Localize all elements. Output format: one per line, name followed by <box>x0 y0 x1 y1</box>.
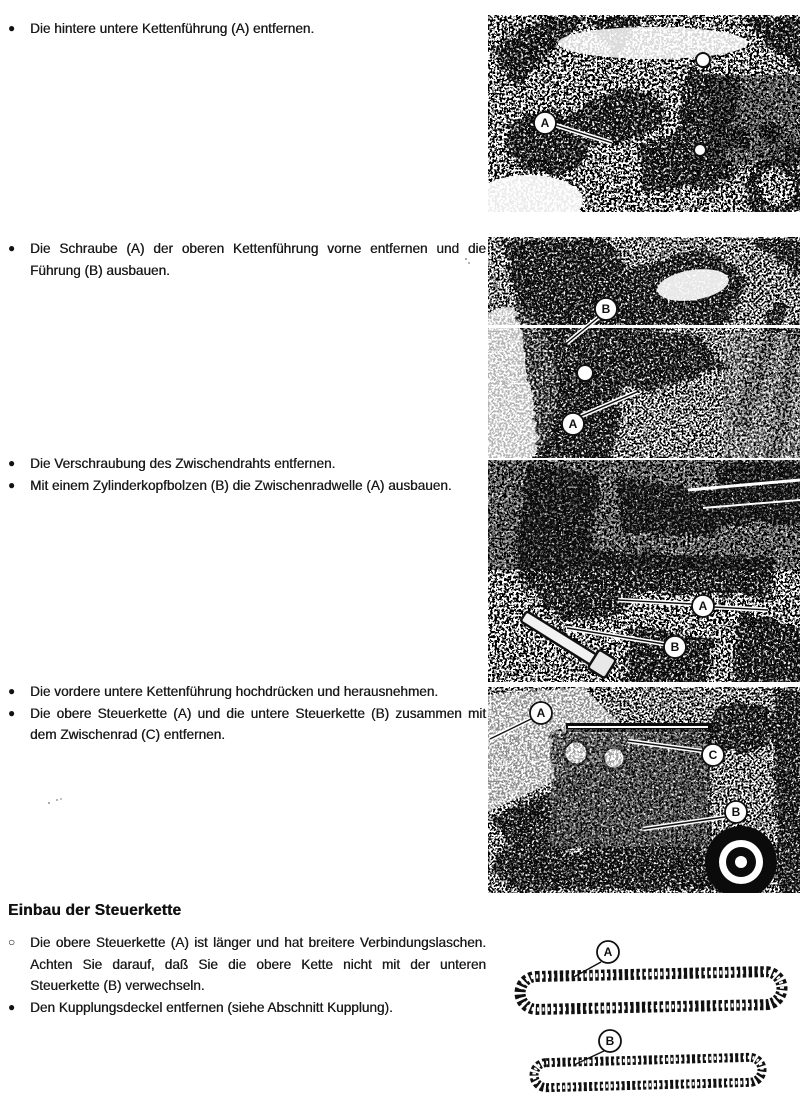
bullet-item <box>8 703 488 746</box>
scan-artifact <box>465 258 467 260</box>
engine-photo <box>488 237 800 458</box>
bullet-text: Die Schraube (A) der oberen Kettenführung vorne entfernen und die Führung (B) ausbauen. <box>30 241 486 278</box>
figure-upper-chain-guide <box>488 237 800 458</box>
bullet-text: Den Kupplungsdeckel entfernen (siehe Abschnitt Kupplung). <box>30 999 393 1015</box>
bullet-text: Die obere Steuerkette (A) und die untere Steuerkette (B) zusammen mit dem Zwischenrad (C) entfernen. <box>30 705 486 742</box>
section-heading-block <box>8 902 488 920</box>
scan-artifact <box>48 802 50 804</box>
svg-text:A: A <box>540 116 550 130</box>
figure-timing-chains-idler <box>488 687 800 893</box>
bullet-marker: ○ <box>8 935 16 949</box>
bullet-text: Die hintere untere Kettenführung (A) entfernen. <box>30 21 315 36</box>
figure-idler-shaft-removal <box>488 460 800 682</box>
svg-text:A: A <box>536 706 546 720</box>
svg-text:B: B <box>670 640 680 654</box>
chain-upper <box>520 941 783 1010</box>
step-remove-chains <box>8 681 488 746</box>
bullet-text: Die vordere untere Kettenführung hochdrücken und herausnehmen. <box>30 684 439 699</box>
svg-text:B: B <box>605 1034 615 1048</box>
step-remove-rear-lower-guide <box>8 18 488 40</box>
bullet-item <box>8 932 488 997</box>
bullet-item <box>8 997 488 1019</box>
svg-text:A: A <box>698 599 708 613</box>
bullet-marker: ● <box>8 705 16 720</box>
bullet-item <box>8 238 488 281</box>
engine-photo <box>488 460 800 682</box>
step-remove-upper-guide-screw <box>8 238 488 281</box>
svg-text:A: A <box>568 417 578 431</box>
svg-text:A: A <box>603 945 613 959</box>
bullet-text: Mit einem Zylinderkopfbolzen (B) die Zwischenradwelle (A) ausbauen. <box>30 477 452 493</box>
engine-photo <box>488 15 800 212</box>
bullet-item <box>8 475 488 497</box>
chain-lower <box>534 1030 763 1088</box>
svg-text:B: B <box>731 805 741 819</box>
figure-chain-comparison <box>488 935 800 1094</box>
step-remove-idler-shaft <box>8 453 488 496</box>
bullet-text: Die obere Steuerkette (A) ist länger und hat breitere Verbindungslaschen. Achten Sie darauf, daß Sie die obere Kette nicht mit der unteren Steuerkette (B) verwechseln. <box>30 935 486 993</box>
bullet-text: Die Verschraubung des Zwischendrahts entfernen. <box>30 456 336 471</box>
svg-text:C: C <box>708 748 718 762</box>
svg-text:B: B <box>601 302 611 316</box>
section-install-chain <box>8 932 488 1018</box>
section-heading: Einbau der Steuerkette <box>8 902 182 919</box>
bullet-marker: ● <box>8 477 16 492</box>
bullet-marker: ● <box>8 999 16 1014</box>
bullet-item <box>8 18 488 40</box>
bullet-item <box>8 453 488 475</box>
engine-photo <box>488 687 800 893</box>
bullet-marker: ● <box>8 241 16 255</box>
bullet-item <box>8 681 488 703</box>
chain-drawing <box>488 935 800 1094</box>
bullet-marker: ● <box>8 21 16 35</box>
bullet-marker: ● <box>8 456 16 470</box>
bullet-marker: ● <box>8 684 16 698</box>
figure-rear-lower-chain-guide <box>488 15 800 212</box>
